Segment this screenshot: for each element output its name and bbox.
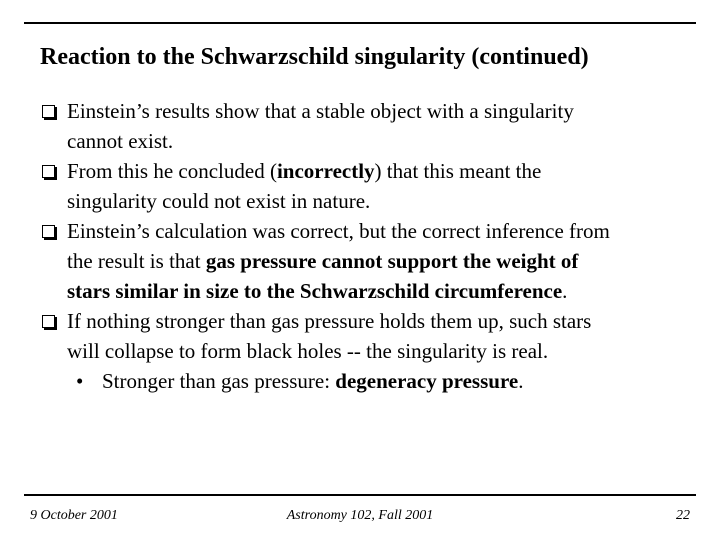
bullet-1-line-1: Einstein’s results show that a stable object with a singularity: [67, 99, 574, 123]
bullet-2: [40, 156, 700, 216]
bullet-4-line-2: will collapse to form black holes -- the singularity is real.: [67, 339, 549, 363]
emphasis-stars-similar: stars similar in size to the Schwarzschild circumference: [67, 279, 563, 303]
bullet-3-line-1: Einstein’s calculation was correct, but the correct inference from: [67, 219, 610, 243]
sub-bullet: • Stronger than gas pressure: degeneracy pressure.: [40, 366, 700, 396]
bullet-dot-icon: •: [76, 369, 84, 393]
emphasis-gas-pressure: gas pressure cannot support the weight of: [205, 249, 579, 273]
checkbox-bullet-icon: [42, 165, 55, 178]
slide-title: Reaction to the Schwarzschild singularity (continued): [40, 44, 589, 70]
footer-page-number: 22: [676, 508, 690, 523]
bullet-list: [40, 96, 700, 396]
checkbox-bullet-icon: [42, 225, 55, 238]
bullet-3-line-3: stars similar in size to the Schwarzschild circumference.: [67, 279, 568, 303]
checkbox-bullet-icon: [42, 315, 55, 328]
bullet-3-line-2: the result is that gas pressure cannot support the weight of: [67, 249, 579, 273]
bullet-4-line-1: If nothing stronger than gas pressure holds them up, such stars: [67, 309, 592, 333]
emphasis-degeneracy: degeneracy pressure: [335, 369, 519, 393]
bullet-3: [40, 216, 700, 306]
bottom-rule: [24, 494, 696, 496]
footer-course: Astronomy 102, Fall 2001: [286, 508, 434, 523]
checkbox-bullet-icon: [42, 105, 55, 118]
footer-date: 9 October 2001: [30, 508, 118, 523]
bullet-4: [40, 306, 700, 366]
top-rule: [24, 22, 696, 24]
bullet-1: [40, 96, 700, 156]
bullet-1-line-2: cannot exist.: [67, 129, 174, 153]
emphasis-incorrectly: incorrectly: [276, 159, 375, 183]
bullet-2-line-2: singularity could not exist in nature.: [67, 189, 371, 213]
bullet-2-line-1: From this he concluded (incorrectly) that this meant the: [67, 159, 542, 183]
